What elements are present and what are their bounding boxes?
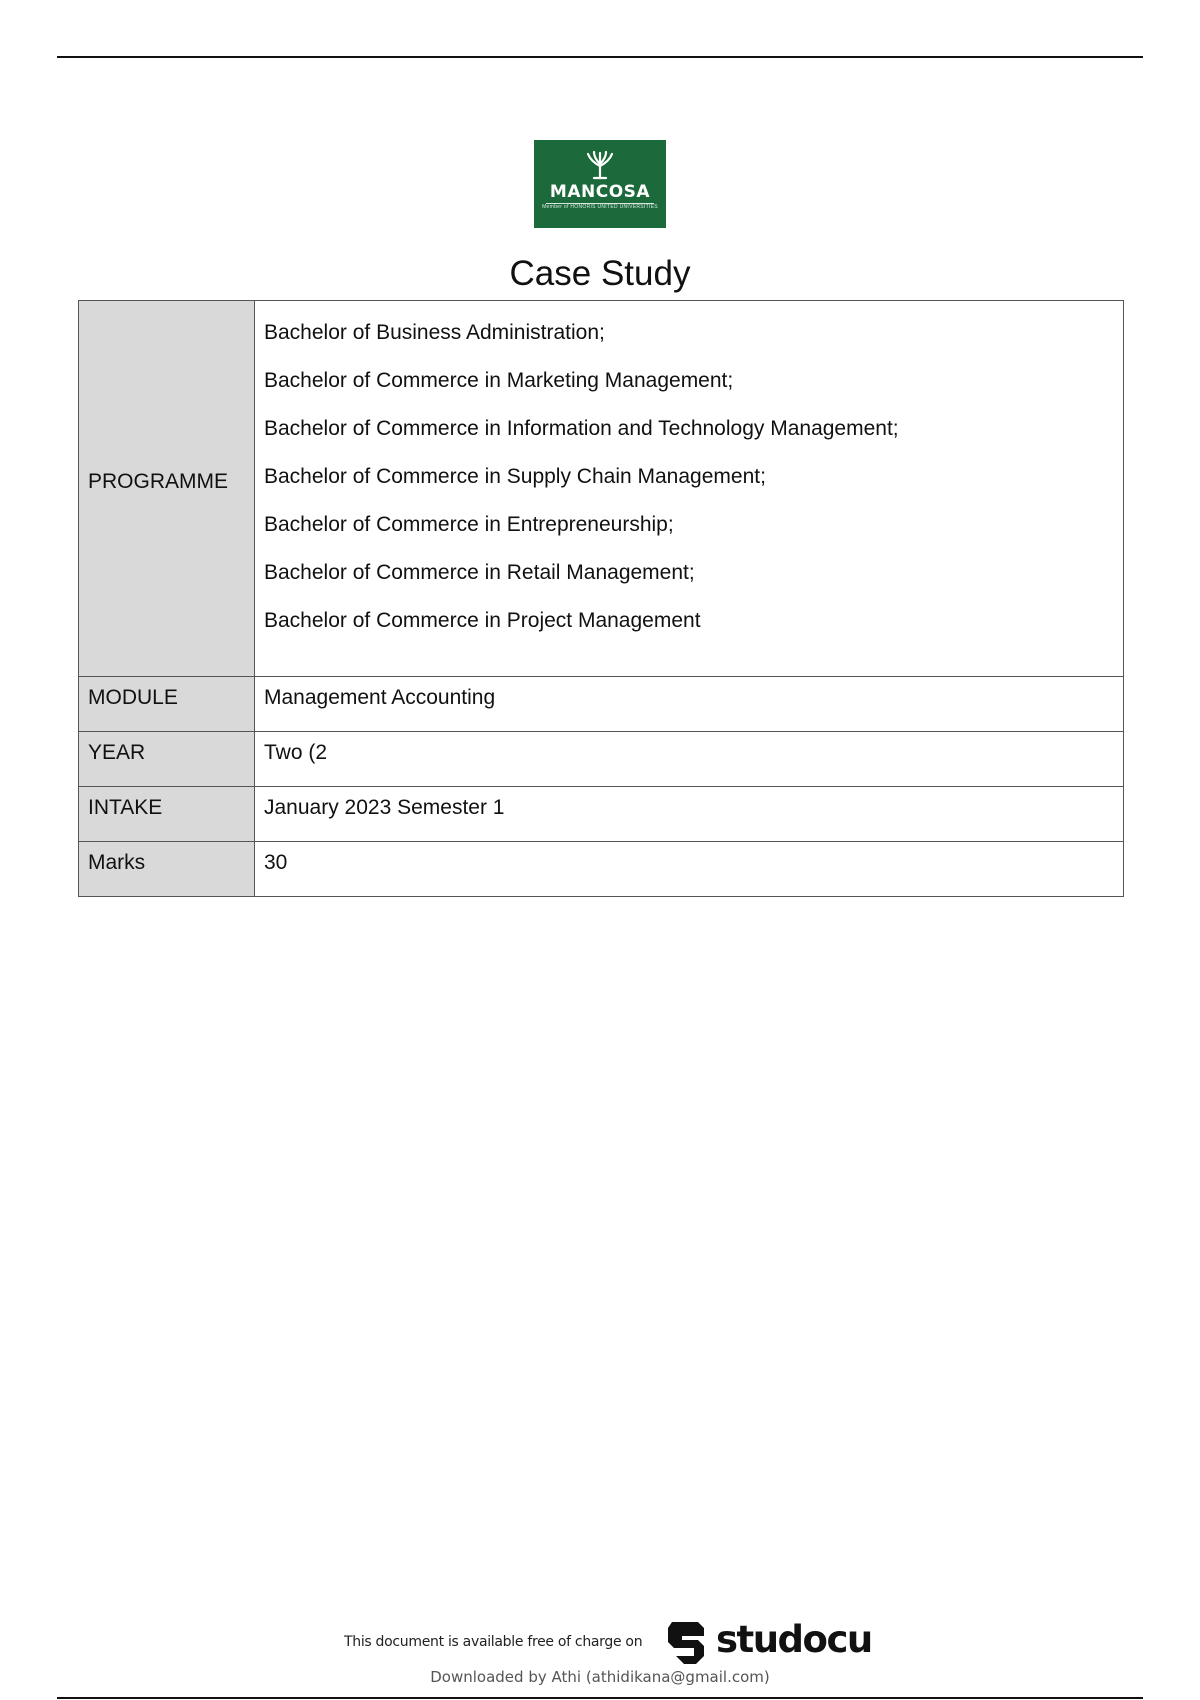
intake-label [79, 787, 255, 842]
programme-item: Bachelor of Commerce in Marketing Management; [264, 369, 734, 392]
intake-value [255, 787, 1124, 842]
module-label [79, 677, 255, 732]
studocu-footer [0, 1610, 1200, 1690]
table-row-programme [79, 301, 1124, 677]
document-title: Case Study [509, 254, 691, 293]
table-row-year [79, 732, 1124, 787]
programme-label: PROGRAMME [79, 301, 255, 677]
studocu-logo-icon [662, 1616, 710, 1666]
programme-item: Bachelor of Commerce in Supply Chain Management; [264, 465, 766, 488]
marks-value [255, 842, 1124, 897]
programme-item: Bachelor of Commerce in Project Management [264, 609, 701, 632]
table-row-intake [79, 787, 1124, 842]
module-value [255, 677, 1124, 732]
programme-list [264, 301, 1123, 645]
year-label [79, 732, 255, 787]
table-row-module [79, 677, 1124, 732]
tree-emblem-icon [582, 150, 618, 180]
mancosa-logo [534, 140, 666, 228]
logo-tagline: Member of HONORIS UNITED UNIVERSITIES [542, 204, 658, 210]
marks-label [79, 842, 255, 897]
module-value-text: Management Accounting [264, 686, 496, 709]
intake-value-text: January 2023 Semester 1 [264, 796, 505, 819]
marks-value-text: 30 [264, 851, 288, 874]
programme-item: Bachelor of Commerce in Information and Technology Management; [264, 417, 899, 440]
programme-value [255, 301, 1124, 677]
table-row-marks [79, 842, 1124, 897]
year-value [255, 732, 1124, 787]
programme-item: Bachelor of Business Administration; [264, 321, 605, 344]
intake-label-text: INTAKE [88, 796, 163, 819]
case-study-info-table [78, 300, 1124, 897]
module-label-text: MODULE [88, 686, 178, 709]
bottom-rule [57, 1697, 1143, 1699]
studocu-brand[interactable]: studocu [716, 1618, 872, 1661]
programme-item: Bachelor of Commerce in Retail Management; [264, 561, 695, 584]
footer-availability-text: This document is available free of charge on [344, 1634, 643, 1650]
marks-label-text: Marks [88, 851, 146, 874]
year-value-text: Two (2 [264, 741, 328, 764]
programme-item: Bachelor of Commerce in Entrepreneurship; [264, 513, 674, 536]
logo-name: MANCOSA [549, 182, 651, 202]
top-rule [57, 56, 1143, 58]
year-label-text: YEAR [88, 741, 146, 764]
footer-downloaded-text: Downloaded by Athi (athidikana@gmail.com) [430, 1668, 770, 1686]
